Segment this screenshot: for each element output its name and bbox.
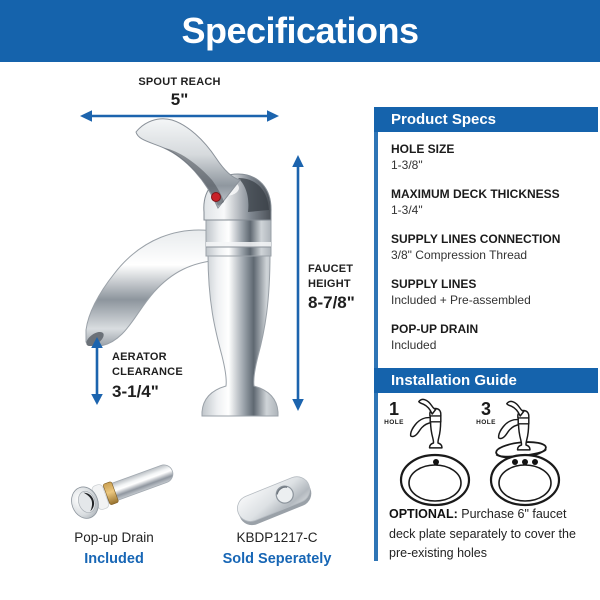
aerator-clearance-value: 3-1/4" [112,382,159,401]
optional-note-label: OPTIONAL: [389,507,458,521]
spec-item-supply-connection: SUPPLY LINES CONNECTION 3/8" Compression Thread [391,232,561,262]
one-hole-sink-icon [401,455,469,505]
panel-left-border [374,107,378,561]
deck-plate-status: Sold Seperately [222,551,332,567]
spec-item-deck-thickness: MAXIMUM DECK THICKNESS 1-3/4" [391,187,560,217]
deck-plate-name: KBDP1217-C [236,530,318,545]
product-specs-list [391,142,593,367]
spout-reach-label: SPOUT REACH [138,76,221,88]
three-hole-sink-icon [491,455,559,505]
popup-drain-caption [44,529,184,569]
installation-diagrams [384,398,574,510]
aerator-clearance-arrow-icon [90,337,104,405]
faucet-height-label: FAUCET HEIGHT [308,263,354,290]
spout-reach-value: 5" [170,90,189,109]
three-hole-label: 3 HOLE [476,399,496,426]
optional-note-text: Purchase 6" faucet deck plate separately to cover the pre-existing holes [389,507,576,560]
faucet-height-value: 8-7/8" [308,293,355,312]
title-banner [0,0,600,62]
popup-drain-name: Pop-up Drain [74,530,154,545]
popup-drain-status: Included [84,551,144,567]
product-specs-header: Product Specs [374,107,598,132]
spec-item-popup-drain: POP-UP DRAIN Included [391,322,479,352]
deck-plate-caption [207,529,347,569]
spec-item-supply-lines: SUPPLY LINES Included + Pre-assembled [391,277,531,307]
one-hole-faucet-icon [411,399,442,447]
spec-item-hole-size: HOLE SIZE 1-3/8" [391,142,455,172]
deck-plate-photo [234,474,314,526]
faucet-height-arrow-icon [291,155,305,411]
popup-drain-photo [56,456,172,528]
temperature-indicator-dot [212,193,221,202]
optional-note [389,505,593,564]
page-title: Specifications [181,10,419,51]
aerator-clearance-label: AERATOR CLEARANCE [112,351,183,378]
one-hole-label: 1 HOLE [384,399,404,426]
installation-guide-header: Installation Guide [374,368,598,393]
